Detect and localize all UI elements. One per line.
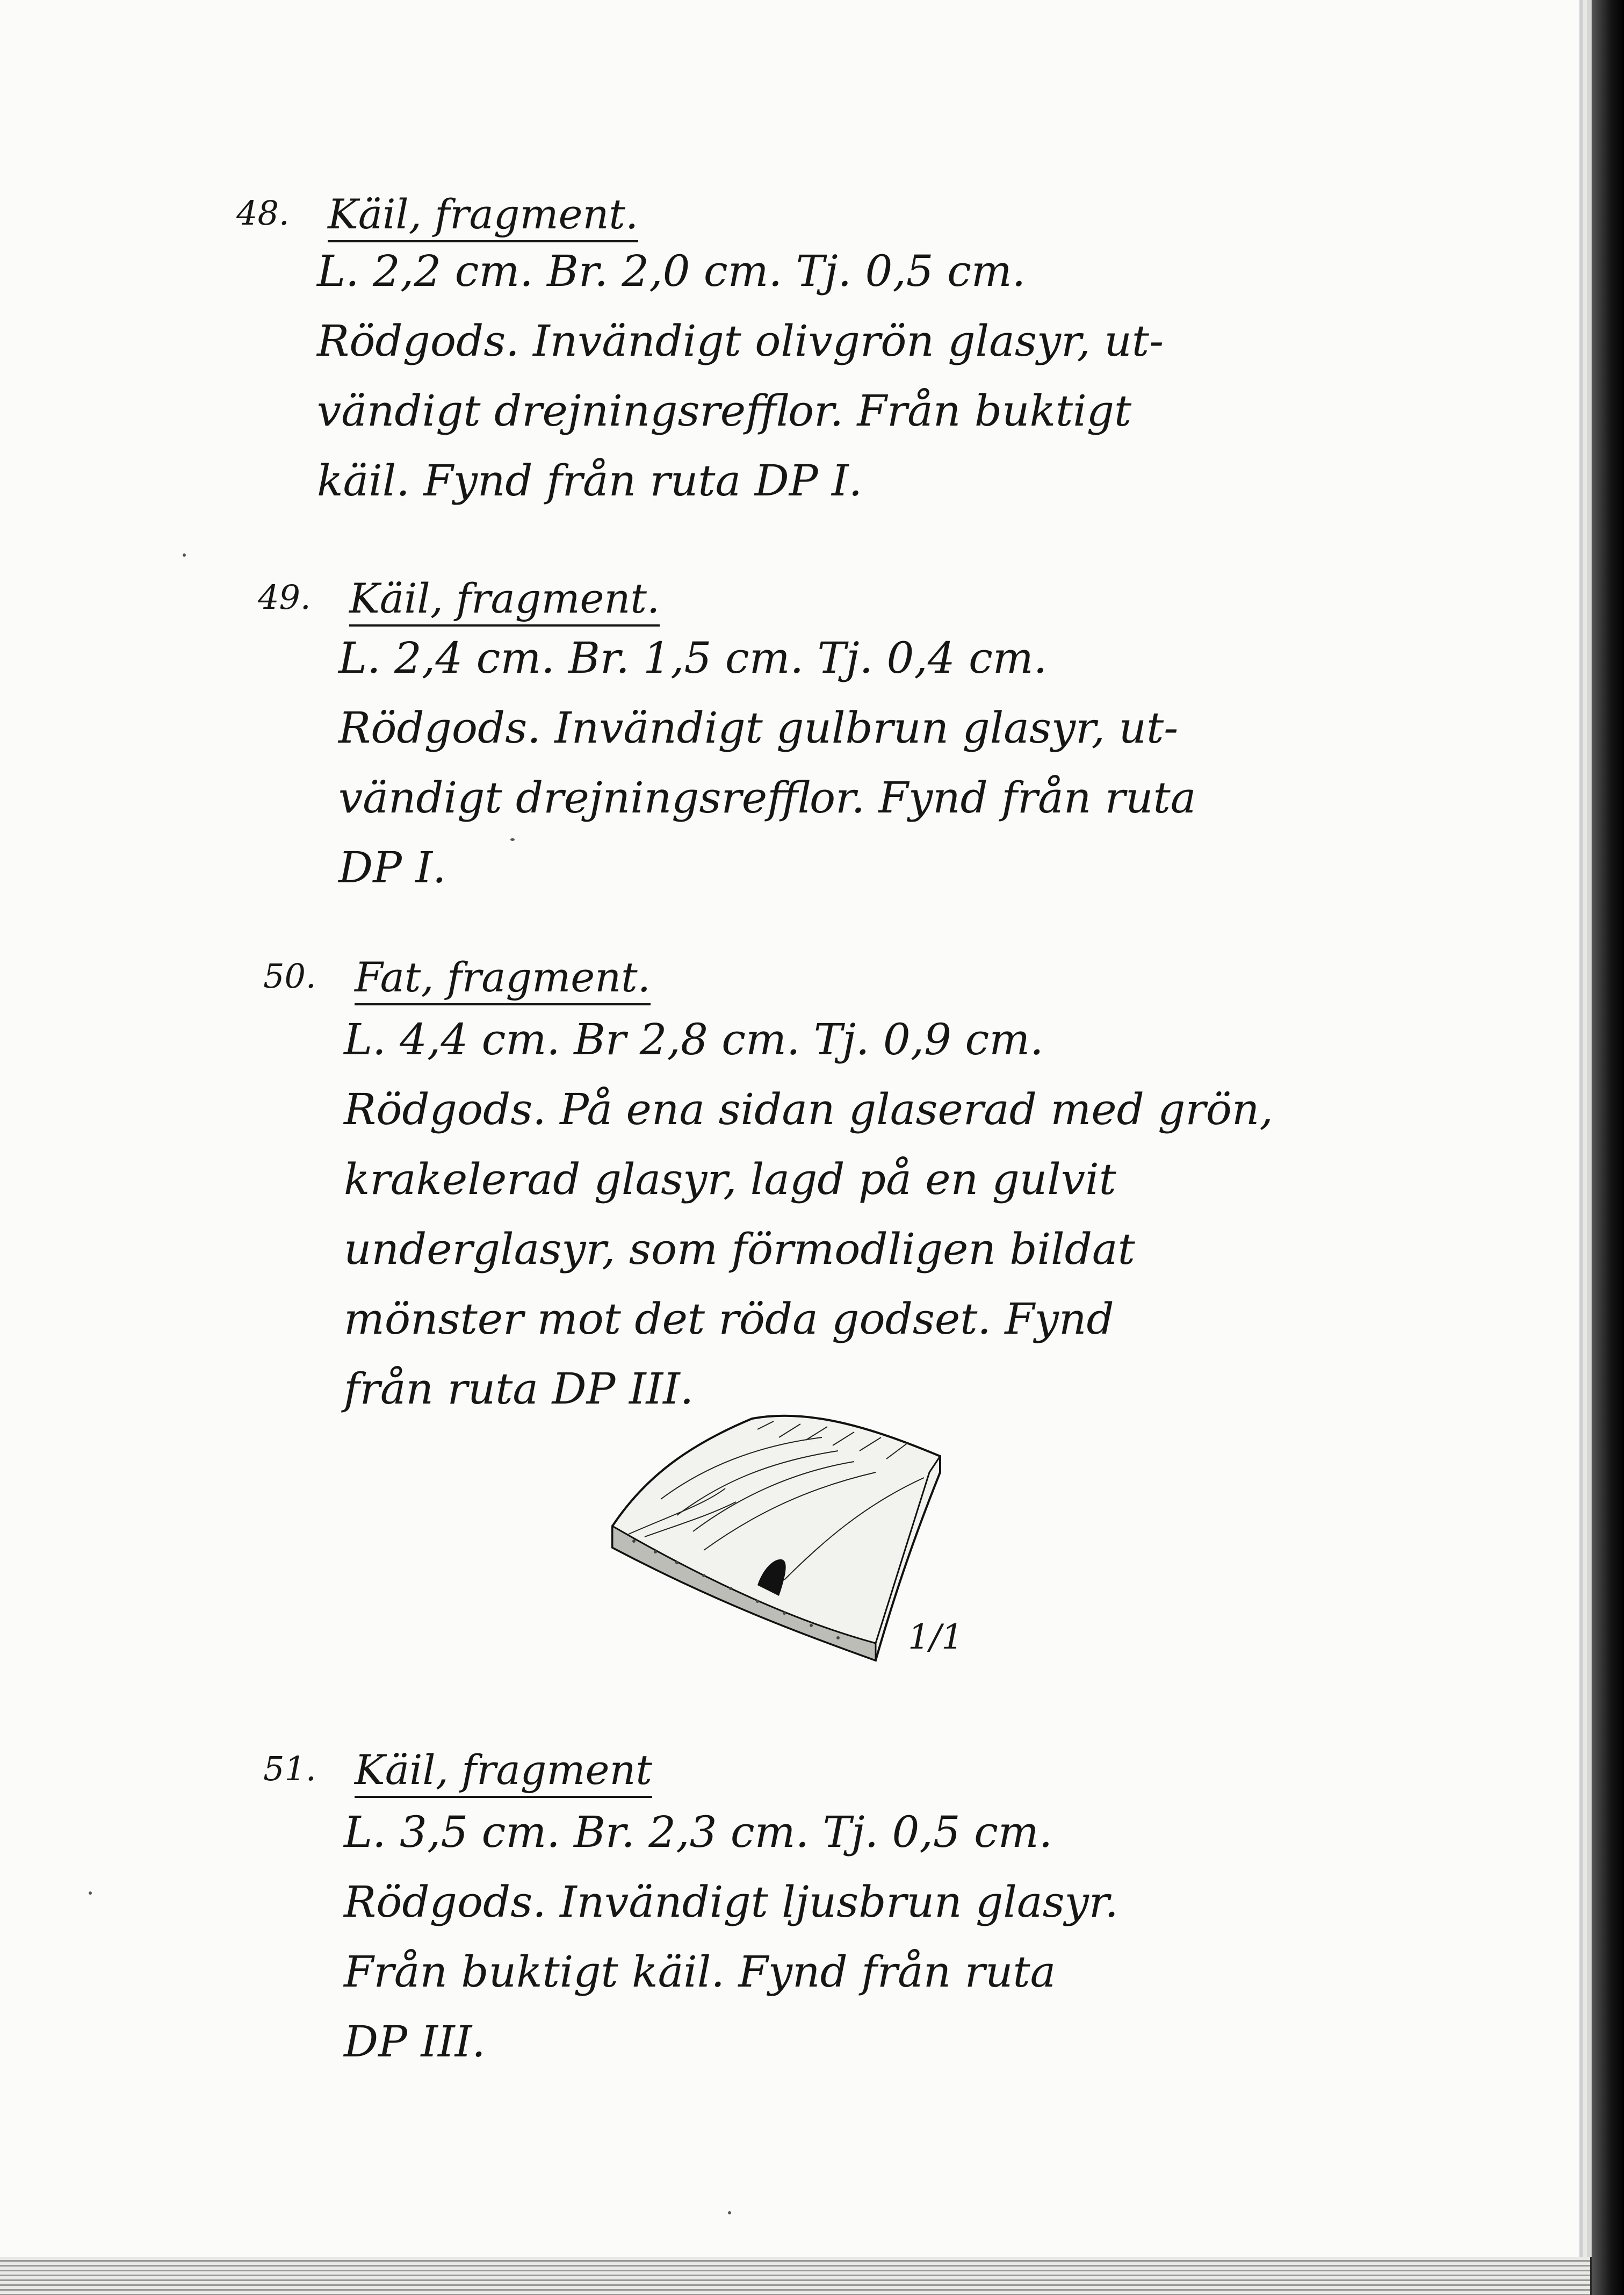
entry-line: DP III. xyxy=(344,2017,486,2067)
entry-line: Rödgods. På ena sidan glaserad med grön, xyxy=(344,1084,1273,1134)
entry-line: Från buktigt käil. Fynd från ruta xyxy=(344,1947,1056,1997)
paper-speck xyxy=(89,1891,92,1895)
entry-number: 49. xyxy=(258,578,311,617)
paper-speck xyxy=(728,2211,731,2214)
entry-line: L. 4,4 cm. Br 2,8 cm. Tj. 0,9 cm. xyxy=(344,1015,1044,1064)
book-binding xyxy=(1592,0,1624,2295)
entry-line: DP I. xyxy=(338,843,446,893)
entry-line: L. 2,2 cm. Br. 2,0 cm. Tj. 0,5 cm. xyxy=(317,246,1026,296)
entry-line: underglasyr, som förmodligen bildat xyxy=(344,1224,1135,1274)
entry-line: Rödgods. Invändigt gulbrun glasyr, ut- xyxy=(338,703,1179,753)
page-stack-edge xyxy=(0,2257,1590,2295)
entry-title: Käil, fragment xyxy=(355,1746,652,1798)
entry-number: 51. xyxy=(263,1749,316,1788)
paper-speck xyxy=(183,553,186,557)
entry-title: Käil, fragment. xyxy=(349,574,660,627)
entry-line: vändigt drejningsrefflor. Fynd från ruta xyxy=(338,773,1196,823)
entry-line: L. 3,5 cm. Br. 2,3 cm. Tj. 0,5 cm. xyxy=(344,1807,1053,1857)
entry-line: från ruta DP III. xyxy=(344,1364,694,1414)
entry-line: vändigt drejningsrefflor. Från buktigt xyxy=(317,386,1132,436)
entry-line: L. 2,4 cm. Br. 1,5 cm. Tj. 0,4 cm. xyxy=(338,633,1048,683)
entry-line: Rödgods. Invändigt olivgrön glasyr, ut- xyxy=(317,316,1164,366)
entry-number: 50. xyxy=(263,956,316,996)
entry-line: käil. Fynd från ruta DP I. xyxy=(317,456,863,506)
paper-speck xyxy=(510,838,515,841)
scale-label: 1/1 xyxy=(908,1617,963,1657)
entry-title: Käil, fragment. xyxy=(328,190,638,242)
entry-number: 48. xyxy=(236,193,290,233)
entry-line: Rödgods. Invändigt ljusbrun glasyr. xyxy=(344,1877,1118,1927)
entry-title: Fat, fragment. xyxy=(355,953,651,1005)
entry-line: mönster mot det röda godset. Fynd xyxy=(344,1294,1114,1344)
entry-line: krakelerad glasyr, lagd på en gulvit xyxy=(344,1154,1116,1204)
